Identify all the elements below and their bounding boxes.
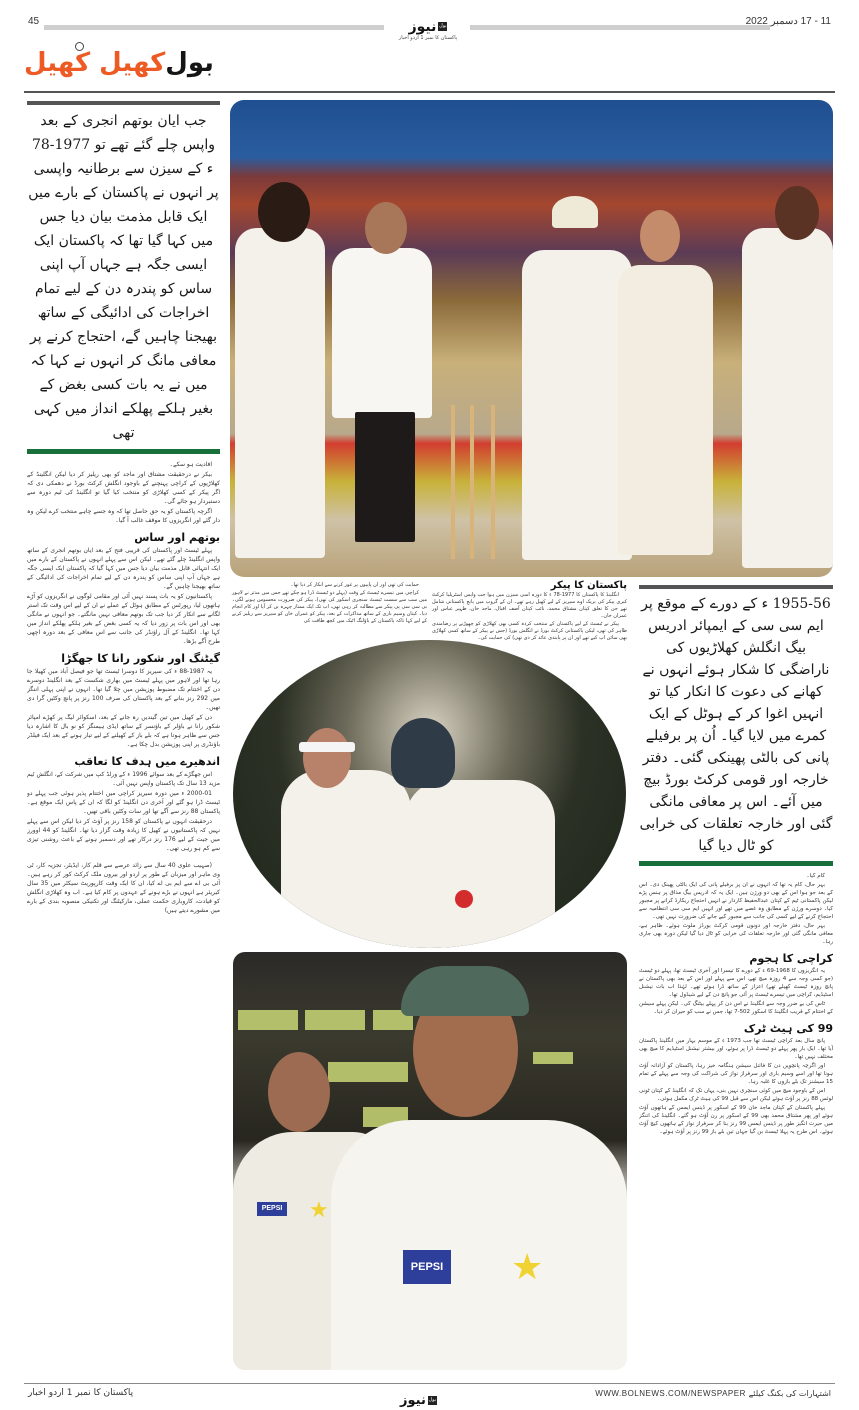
masthead-tagline: پاکستان کا نمبر 1 اردو اخبار <box>398 34 458 41</box>
paragraph: انگلینڈ کا پاکستان کا 1977-78 ء کا دورہ اسی سیزن میں ہوا جب واپس اسٹریلیا کرکٹ کیری پیکر کی بریک اوے سیریز کے لیے کھیل رہے تھے۔ ان کے گروپ میں پانچ پاکستانی شامل تھے جن کا تعلق کپتان مشتاق محمد، نائب کپتان آصف اقبال، ماجد خان، ظہیر عباس اور عمران خان۔ <box>432 592 627 619</box>
paragraph: پاکستانیوں کو یہ بات پسند نہیں آئی اور مقامی لوگوں نے انگریزوں کو آڑے ہاتھوں لیا، رپورٹس کے مطابق ہوٹل کے عملے نے ان کے لیے اس وقت تک استر لگانے سے انکار کر دیا جب تک بوتھم معافی نہیں مانگتے۔ جو انہوں نے مانگی بھی اور اس بات پر زور دیا کہ یہ کسی بغض کے بغیر ہلکے پھلکے انداز میں کہا تھا۔ انگلینڈ کے آل راؤنڈر کی جانب سے اس معافی کے بعد دورہ اچھی طرح آگے بڑھا۔ <box>27 593 220 645</box>
subhead-pakistan-packer: پاکستان کا پیکر <box>550 580 627 591</box>
green-cap <box>401 966 529 1016</box>
pull-quote-rule-bottom <box>27 449 220 454</box>
left-article-column <box>27 460 220 915</box>
pepsi-badge: PEPSI <box>403 1250 451 1284</box>
section-logo-black: بول <box>165 48 214 78</box>
pull-quote-text: جب ایان بوتھم انجری کے بعد واپس چلے گئے تھے تو 1977-78 ء کے سیزن سے برطانیہ واپسی پر انہوں نے پاکستان کے بارے میں ایک قابل مذمت بیان دیا جس میں کہا گیا تھا کہ پاکستان ایک ایسی جگہ ہے جہاں آپ اپنی ساس کو پندرہ دن کے لیے تمام اخراجات کی ادائیگی کے ساتھ بھیجنا چاہیں گے، احتجاج کرنے پر معافی مانگ کر انہوں نے کہا کہ میں نے یہ بات کسی بغض کے بغیر ہلکے پھلکے انداز میں کہی تھی <box>28 113 219 441</box>
stadium-window <box>328 1062 408 1082</box>
right-article-column <box>639 872 833 1136</box>
stadium-window <box>305 1010 365 1030</box>
right-column <box>639 585 833 1379</box>
stadium-window <box>238 1010 298 1030</box>
white-hat <box>552 196 598 228</box>
footer-booking <box>595 1389 831 1398</box>
section-logo-orange: کھیل کھیل <box>24 48 166 78</box>
pull-quote-2 <box>639 585 833 866</box>
paragraph: پہلے ٹیسٹ اور پاکستان کی قریبی فتح کے بعد ایان بوتھم انجری کے ساتھ واپس انگلینڈ چلے گئے تھے۔ لیکن اس سے پہلے انہوں نے پاکستان کے بارے میں ایک انتہائی قابل مذمت بیان دیا جس میں کہا گیا کہ پاکستان ایک ایسی جگہ ہے جہاں آپ اپنی ساس کو پندرہ دن کے لیے تمام اخراجات کی ادائیگی کے ساتھ بھیجنا چاہیں گے۔ <box>27 547 220 590</box>
paragraph: بیکر نے درحقیقت مشتاق اور ماجد کو بھی ریلیز کر دیا لیکن انگلینڈ کے کھلاڑیوں کے کراچی پہنچنے کے باوجود انگلش کرکٹ بورڈ نے دھمکی دی کہ اگر پیکر کے کسی کھلاڑی کو منتخب کیا گیا تو انگلینڈ کی ٹیم دورہ سے دستبردار ہو جائے گی۔ <box>27 471 220 505</box>
headband <box>299 742 355 752</box>
photo-umpire-players <box>230 100 833 577</box>
footer-masthead-word: نیوز <box>400 1393 426 1408</box>
footer-tagline: پاکستان کا نمبر 1 اردو اخبار <box>28 1388 134 1398</box>
author-bio-text: (صہیب علوی 40 سال سے زائد عرصے سے قلم کار، ایڈیٹر، تجزیہ کار، ٹی وی ماہر اور میزبان کے طور پر اردو اور بیرون ملک کرکٹ کور کر رہے ہیں۔ آئی بی اے سے ایم بی اے کیا، ان کا ایک وقت کارپوریٹ سیکٹر میں 35 سال کیریئر ہے انہوں نے بڑے ہونے کے عہدوں پر کام کیا ہے۔ اب وہ کھلاڑی انگلش کو قیادت، کاروباری حکمت عملی، مارکیٹنگ اور تکنیکی منصوبہ بندی کے بارے میں مشورے دیتے ہیں) <box>27 862 220 914</box>
page-number: 45 <box>28 16 40 27</box>
footer-masthead-logo <box>400 1393 437 1408</box>
player-figure <box>405 780 555 948</box>
section-logo <box>24 44 214 78</box>
left-column <box>27 101 220 1379</box>
keeper-figure <box>522 250 632 560</box>
paragraph: پہلے پاکستان کے کپتان ماجد خان 99 کے اسکور پر ڈینس ایمس کے ہاتھوں آؤٹ ہوئے اور پھر مشتاق محمد بھی 99 کے اسکور پر رن آؤٹ ہو گئے۔ انگلینڈ کی اننگز میں حیرت انگیز طور پر ڈینس ایمس 99 رنز بنا کر سرفراز نواز کے ہاتھوں کیچ آؤٹ ہوئے۔ اس طرح یہ پہلا ٹیسٹ بن گیا جہاں تین بلے باز 99 رنز پر آؤٹ ہوئے۔ <box>639 1105 833 1135</box>
middle-text-right <box>432 592 627 642</box>
paragraph: اس کے باوجود میچ میں کوئی سنچری نہیں بنی، یہاں تک کہ انگلینڈ کے کپتان ٹونی لوئس 88 رنز پر آؤٹ ہوئے لیکن اس سے قبل 99 کی ہیٹ ٹرک مکمل ہوئی۔ <box>639 1088 833 1102</box>
umpire-coat <box>332 248 432 418</box>
player-figure <box>235 228 325 558</box>
player-head <box>258 182 310 242</box>
player-figure <box>331 1120 627 1370</box>
umpire-head <box>365 202 407 254</box>
masthead-logo <box>409 19 448 35</box>
stump <box>470 405 474 559</box>
footer-masthead <box>400 1386 437 1408</box>
middle-text-right-wrap <box>432 580 627 641</box>
issue-date: 11 - 17 دسمبر 2022 <box>745 16 831 27</box>
pakistan-star-icon: ★ <box>309 1198 329 1223</box>
paragraph: درحقیقت انہوں نے پاکستان کو 158 رنز پر آؤٹ کر دیا لیکن اس سے پہلے نہیں کہ پاکستانیوں نے کھیل کا زیادہ وقت گزار دیا تھا۔ انگلینڈ کو 44 اوورز میں جیت کے لیے 176 رنز درکار تھے اور دسمبر ہونے کے باعث روشنی تیزی سے کم ہو رہی تھی۔ <box>27 818 220 852</box>
header-rule-right <box>470 25 770 30</box>
stump <box>451 405 455 559</box>
stump <box>491 405 495 559</box>
paragraph: افادیت ہو سکے۔ <box>169 461 212 468</box>
paragraph: یہ 1987-88 ء کی سیریز کا دوسرا ٹیسٹ تھا جو فیصل آباد میں کھیلا جا رہا تھا اور لاہور میں پہلے ٹیسٹ میں بھاری شکست کے بعد انگلینڈ دوسرے دن کے اختتام تک مضبوط پوزیشن میں چلا گیا تھا۔ انہوں نے اپنی پہلی اننگز میں 292 رنز بنانے کے بعد پاکستان کی صرف 100 رنز پر پانچ وکٹیں گرا دی تھیں۔ <box>27 668 220 711</box>
paragraph: بہر حال، دفتر خارجہ اور دونوں قومی کرکٹ بورڈز ملوث ہوئے۔ ظاہر ہے، معافی مانگی گئی اور خارجہ تعلقات کی خرابی کو ٹال دیا گیا لیکن دورہ بھی جاری رہا۔ <box>639 923 833 945</box>
paragraph: کام کیا۔ <box>806 873 825 879</box>
subhead-99-hat-trick: 99 کی ہیٹ ٹرک <box>743 1022 833 1035</box>
paragraph: اگرچہ پاکستان کو یہ حق حاصل تھا کہ وہ جسے چاہے منتخب کرے لیکن وہ دار گئے اور انگریزوں کا موقف غالب آ گیا۔ <box>27 508 220 524</box>
pull-quote-rule-bottom <box>639 861 833 866</box>
photo-pakistan-players <box>233 952 627 1370</box>
helmet <box>391 718 455 788</box>
middle-text-left <box>232 582 427 638</box>
paragraph: یہ انگریزوں کا 1968-69 ء کے دورے کا تیسرا اور آخری ٹیسٹ تھا، پہلے دو ٹیسٹ (جو کسی وجہ سے 4 روزہ میچ تھے، اس سے پہلے اور اس کے بعد بھی پاکستان نے پانچ روزہ ٹیسٹ کھیلے تھے) اعزاز کے ساتھ ڈرا ہوئے تھے۔ لہٰذا اب بات نیشنل اسٹیڈیم، کراچی میں تیسرے ٹیسٹ پر آئی جو پانچ دن کے لیے شیڈول تھا۔ <box>639 968 833 998</box>
paragraph: کراچی میں تیسرے ٹیسٹ کے وقت (پہلے دو ٹیسٹ ڈرا ہو چکے تھے جس میں مدثر نے لاہور میں سب سے سست ٹیسٹ سنچری اسکور کی تھی)، پیکر کی ضرورت محسوس ہونے لگی۔ بی سی سی پی پیکر سے مطالبہ کر رہی تھی، اب تک ایک ممتاز چہرہ بن کر آیا اور کام انجام دیا۔ کپتان وسیم باری کے ساتھ مذاکرات کے بعد، پیکر کو عمران خان کو سیریز سے ریلیز کرنے کے لیے کہا تاکہ پاکستان کے باؤلنگ اٹیک میں کچھ طاقت کی <box>232 590 427 624</box>
paragraph: ٹاس کی بے ضرر وجہ سے انگلینڈ نے اس دن کر پہلے بیٹنگ کی۔ لیکن پہلے سیشن کے اختتام کے قریب انگلینڈ کا اسکور 502-7 تھا، جس نے سب کو حیران کر دیا۔ <box>639 1001 833 1015</box>
paragraph: اور اگرچہ پانچویں دن کا فائنل سیشن ہنگامہ خیز رہا، پاکستان کو آزادانہ آؤٹ ہونا تھا اور اسے وسیم باری اور سرفراز نواز کی شراکت کی وجہ سے پہلے کے تمام 15 سیشنز تک بلے بازوں کا غلبہ رہا۔ <box>639 1063 833 1085</box>
bowler-head <box>640 210 680 262</box>
footer-url[interactable]: WWW.BOLNEWS.COM/NEWSPAPER <box>595 1389 746 1398</box>
vodafone-logo <box>455 890 473 908</box>
fielder-figure <box>742 228 833 568</box>
pull-quote-1 <box>27 101 220 454</box>
player-head <box>268 1052 330 1132</box>
paragraph: اس جھگڑے کے بعد سوائے 1996 ء کے ورلڈ کپ میں شرکت کے، انگلش ٹیم مزید 13 سال تک پاکستان واپس نہیں آئی۔ <box>27 771 220 787</box>
tennis-ball-icon <box>75 42 84 51</box>
paragraph: 2000-01 ء میں دورہ سیریز کراچی میں اختتام پذیر ہوئی جب پہلے دو ٹیسٹ ڈرا ہو گئے اور آخری دن انگلینڈ کو لگا کہ ان کے پاس ایک موقع ہے۔ پاکستان 88 رنز سے آگے تھا اور سات وکٹیں باقی تھیں۔ <box>27 790 220 815</box>
bowler-figure <box>618 265 713 555</box>
bol-logo-icon: بول <box>428 1397 437 1403</box>
paragraph: دن کے کھیل میں تین گیندیں رہ جانے کے بعد، اسکوائر لیگ پر کھڑے امپائر شکور رانا نے باؤلر کے باؤنسر کے ساتھ ایڈی ہیمنگز کو نو بال کا اشارہ دیا جس سے ظاہر ہوتا ہے کہ بلے باز کے کھیلنے کے لیے تیار ہونے کے بعد ایک فیلڈر باؤنڈری پر اپنی پوزیشن بدل چکا ہے۔ <box>27 714 220 748</box>
paragraph: حمایت کی تھی اور ان پاپیوں پر غور کرنے سے انکار کر دیا تھا۔ <box>290 582 419 588</box>
subhead-gatting: گیٹنگ اور شکور رانا کا جھگڑا <box>61 652 220 665</box>
fielder-head <box>775 186 819 240</box>
stadium-window <box>533 1052 573 1064</box>
paragraph: پانچ سال بعد کراچی ٹیسٹ تھا جب 1973 ء کے موسم بہار میں انگلینڈ پاکستان آیا تھا۔ ایک بار پھر پہلے دو ٹیسٹ ڈرا پر ہوئے، اور بیشتر نیشنل اسٹیڈیم کا میچ بھی مختلف نہیں تھا۔ <box>639 1038 833 1060</box>
paragraph: بہر حال، کام یہ تھا کہ انہوں نے ان پر برفیلے پانی کی ایک بالٹی پھینک دی۔ اس کے بعد جو ہوا اس کے بھی دو ورژن ہیں۔ ایک یہ کہ ادریس بیگ مذاق پر ہنس پڑے لیکن پاکستانی ٹیم کے کپتان عبدالحفیظ کاردار نے انہیں احتجاج ریکارڈ کرانے پر مجبور کیا۔ دوسرے ورژن کے مطابق وہ غصے میں تھے اور انہیں ایم سی سی انتظامیہ سے احتجاج کرنے کے لیے کسی کی جانب سے مجبور کیے جانے کی ضرورت نہیں تھی۔ <box>639 882 833 920</box>
pull-quote-text: 1955-56 ء کے دورے کے موقع پر ایم سی سی کے ایمپائر ادریس بیگ انگلش کھلاڑیوں کی ناراضگی کا شکار ہوئے انہوں نے کھانے کی دعوت کا انکار کیا تو انہیں اغوا کر کے ہوٹل کے ایک کمرے میں لایا گیا۔ اُن پر برفیلے پانی کی بالٹی پھینکی گئی۔ دفتر خارجہ اور قومی کرکٹ بورڈ بیچ میں آئے۔ اس پر معافی مانگی گئی اور خارجہ تعلقات کی خرابی کو ٹال دیا گیا <box>639 596 833 854</box>
subhead-karachi-crowd: کراچی کا ہجوم <box>749 952 833 965</box>
header-divider <box>24 91 835 93</box>
paragraph: پیکر نے ٹیسٹ کے لیے پاکستان کے منتخب کردہ کسی بھی کھلاڑی کو چھوڑنے پر رضامندی ظاہر کی تھی، لیکن پاکستانی کرکٹ بورڈ نے انگلش بورڈ (جس نے پیکر کے ساتھ کسی کھلاڑی بھی سائن اپ کیے تھے اور ان پر پابندی عائد کر دی تھی) کی حمایت کی۔ <box>432 621 627 641</box>
subhead-darkness: اندھیرے میں ہدف کا تعاقب <box>74 755 220 768</box>
subhead-botham: بوتھم اور ساس <box>134 531 220 544</box>
umpire-trousers <box>355 412 415 542</box>
player-figure <box>281 770 411 948</box>
pepsi-badge: PEPSI <box>257 1202 287 1216</box>
player-head <box>303 728 351 788</box>
photo-england-celebration <box>233 640 626 948</box>
footer-booking-label: اشتہارات کی بکنگ کیلئے <box>748 1389 831 1398</box>
pakistan-star-icon: ★ <box>511 1247 544 1288</box>
bol-logo-icon: بول <box>439 23 447 29</box>
masthead <box>388 12 468 41</box>
header-rule-left <box>44 25 384 30</box>
masthead-word: نیوز <box>408 18 437 35</box>
footer-divider <box>24 1383 835 1384</box>
